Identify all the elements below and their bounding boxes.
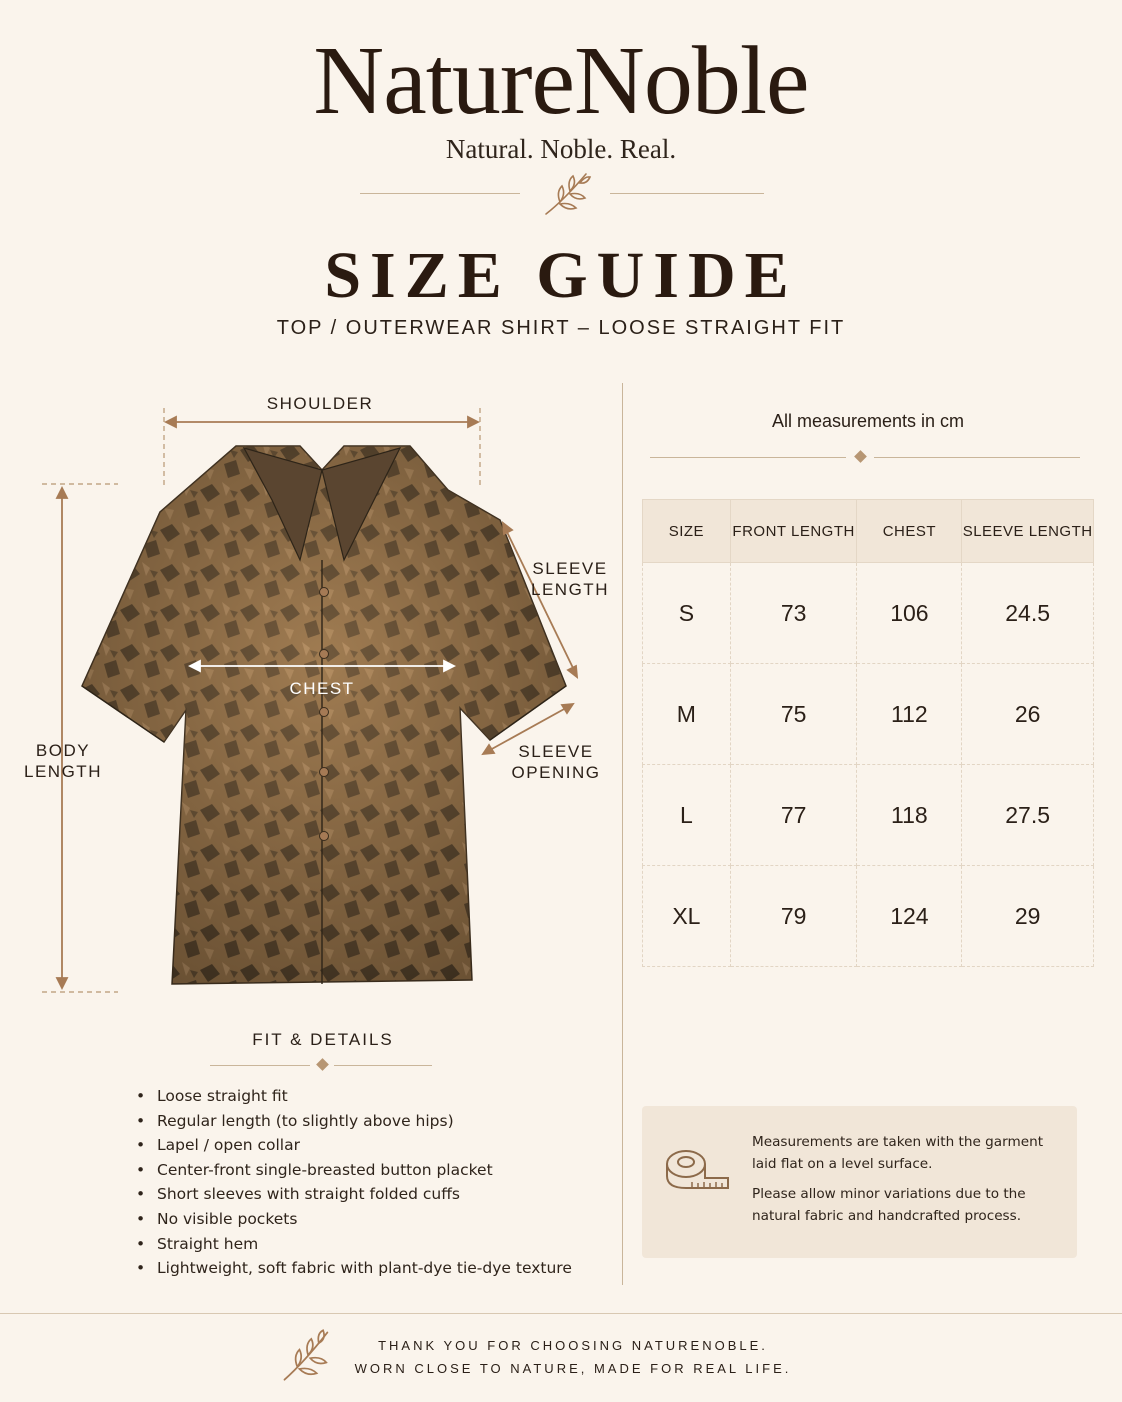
brand-tagline: Natural. Noble. Real.	[445, 134, 677, 164]
column-header-size: SIZE	[643, 500, 731, 563]
shirt-diagram	[0, 380, 622, 1020]
sleeve-length-label	[520, 558, 620, 601]
cell-sleeve-length: 24.5	[962, 563, 1094, 664]
table-row	[643, 563, 1094, 664]
cell-front-length: 75	[730, 664, 857, 765]
shoulder-label: SHOULDER	[266, 394, 374, 413]
leaf-sprig-icon	[540, 166, 594, 220]
footer-divider	[0, 1313, 1122, 1314]
list-item: • Regular length (to slightly above hips)	[136, 1109, 572, 1134]
fit-divider-right	[334, 1065, 432, 1066]
divider-left	[360, 193, 520, 194]
body-length-label	[14, 740, 112, 783]
list-item: • Lapel / open collar	[136, 1133, 572, 1158]
sleeve-opening-label-line1: SLEEVE	[518, 742, 594, 761]
body-length-label-line1: BODY	[35, 741, 91, 760]
cell-sleeve-length: 26	[962, 664, 1094, 765]
brand-name: NatureNoble	[313, 27, 809, 135]
units-note: All measurements in cm	[771, 411, 965, 431]
cell-chest: 106	[857, 563, 962, 664]
cell-front-length: 79	[730, 866, 857, 967]
body-length-label-line2: LENGTH	[24, 762, 102, 782]
list-item: • Lightweight, soft fabric with plant-dye tie-dye texture	[136, 1256, 572, 1281]
cell-chest: 118	[857, 765, 962, 866]
sleeve-length-label-line1: SLEEVE	[532, 559, 608, 578]
column-header-sleeve-length: SLEEVE LENGTH	[962, 500, 1094, 563]
table-row	[643, 664, 1094, 765]
divider-right	[610, 193, 764, 194]
cell-front-length: 77	[730, 765, 857, 866]
list-item: • Short sleeves with straight folded cuffs	[136, 1182, 572, 1207]
fit-divider-diamond	[316, 1058, 329, 1071]
fit-divider-left	[210, 1065, 310, 1066]
note-line-2: Please allow minor variations due to the natural fabric and handcrafted process.	[752, 1186, 1026, 1224]
list-item: • No visible pockets	[136, 1207, 572, 1232]
table-row	[643, 765, 1094, 866]
page-title: SIZE GUIDE	[324, 239, 798, 312]
footer-thanks: THANK YOU FOR CHOOSING NATURENOBLE.	[378, 1338, 768, 1353]
table-row	[643, 866, 1094, 967]
measurement-note	[642, 1106, 1077, 1258]
cell-chest: 124	[857, 866, 962, 967]
units-divider-diamond	[854, 450, 867, 463]
cell-sleeve-length: 27.5	[962, 765, 1094, 866]
sleeve-opening-label-line2: OPENING	[511, 763, 601, 783]
column-divider	[622, 383, 623, 1285]
note-line-1: Measurements are taken with the garment laid flat on a level surface.	[752, 1134, 1044, 1172]
cell-front-length: 73	[730, 563, 857, 664]
cell-size: L	[643, 765, 731, 866]
chest-label: CHEST	[289, 679, 355, 698]
cell-sleeve-length: 29	[962, 866, 1094, 967]
units-divider-left	[650, 457, 846, 458]
cell-size: M	[643, 664, 731, 765]
list-item: • Center-front single-breasted button placket	[136, 1158, 572, 1183]
list-item: • Loose straight fit	[136, 1084, 572, 1109]
cell-chest: 112	[857, 664, 962, 765]
cell-size: XL	[643, 866, 731, 967]
measuring-tape-icon	[664, 1142, 732, 1196]
page-subtitle: TOP / OUTERWEAR SHIRT – LOOSE STRAIGHT FIT	[276, 317, 846, 339]
units-divider-right	[874, 457, 1080, 458]
footer-slogan: WORN CLOSE TO NATURE, MADE FOR REAL LIFE.	[354, 1361, 792, 1376]
sleeve-opening-label	[506, 741, 606, 784]
list-item: • Straight hem	[136, 1232, 572, 1257]
cell-size: S	[643, 563, 731, 664]
fit-details-list	[136, 1084, 572, 1281]
sleeve-length-label-line2: LENGTH	[531, 580, 609, 600]
column-header-front-length: FRONT LENGTH	[730, 500, 857, 563]
size-table	[642, 499, 1094, 967]
column-header-chest: CHEST	[857, 500, 962, 563]
table-header-row	[643, 500, 1094, 563]
fit-details-title: FIT & DETAILS	[252, 1030, 394, 1049]
